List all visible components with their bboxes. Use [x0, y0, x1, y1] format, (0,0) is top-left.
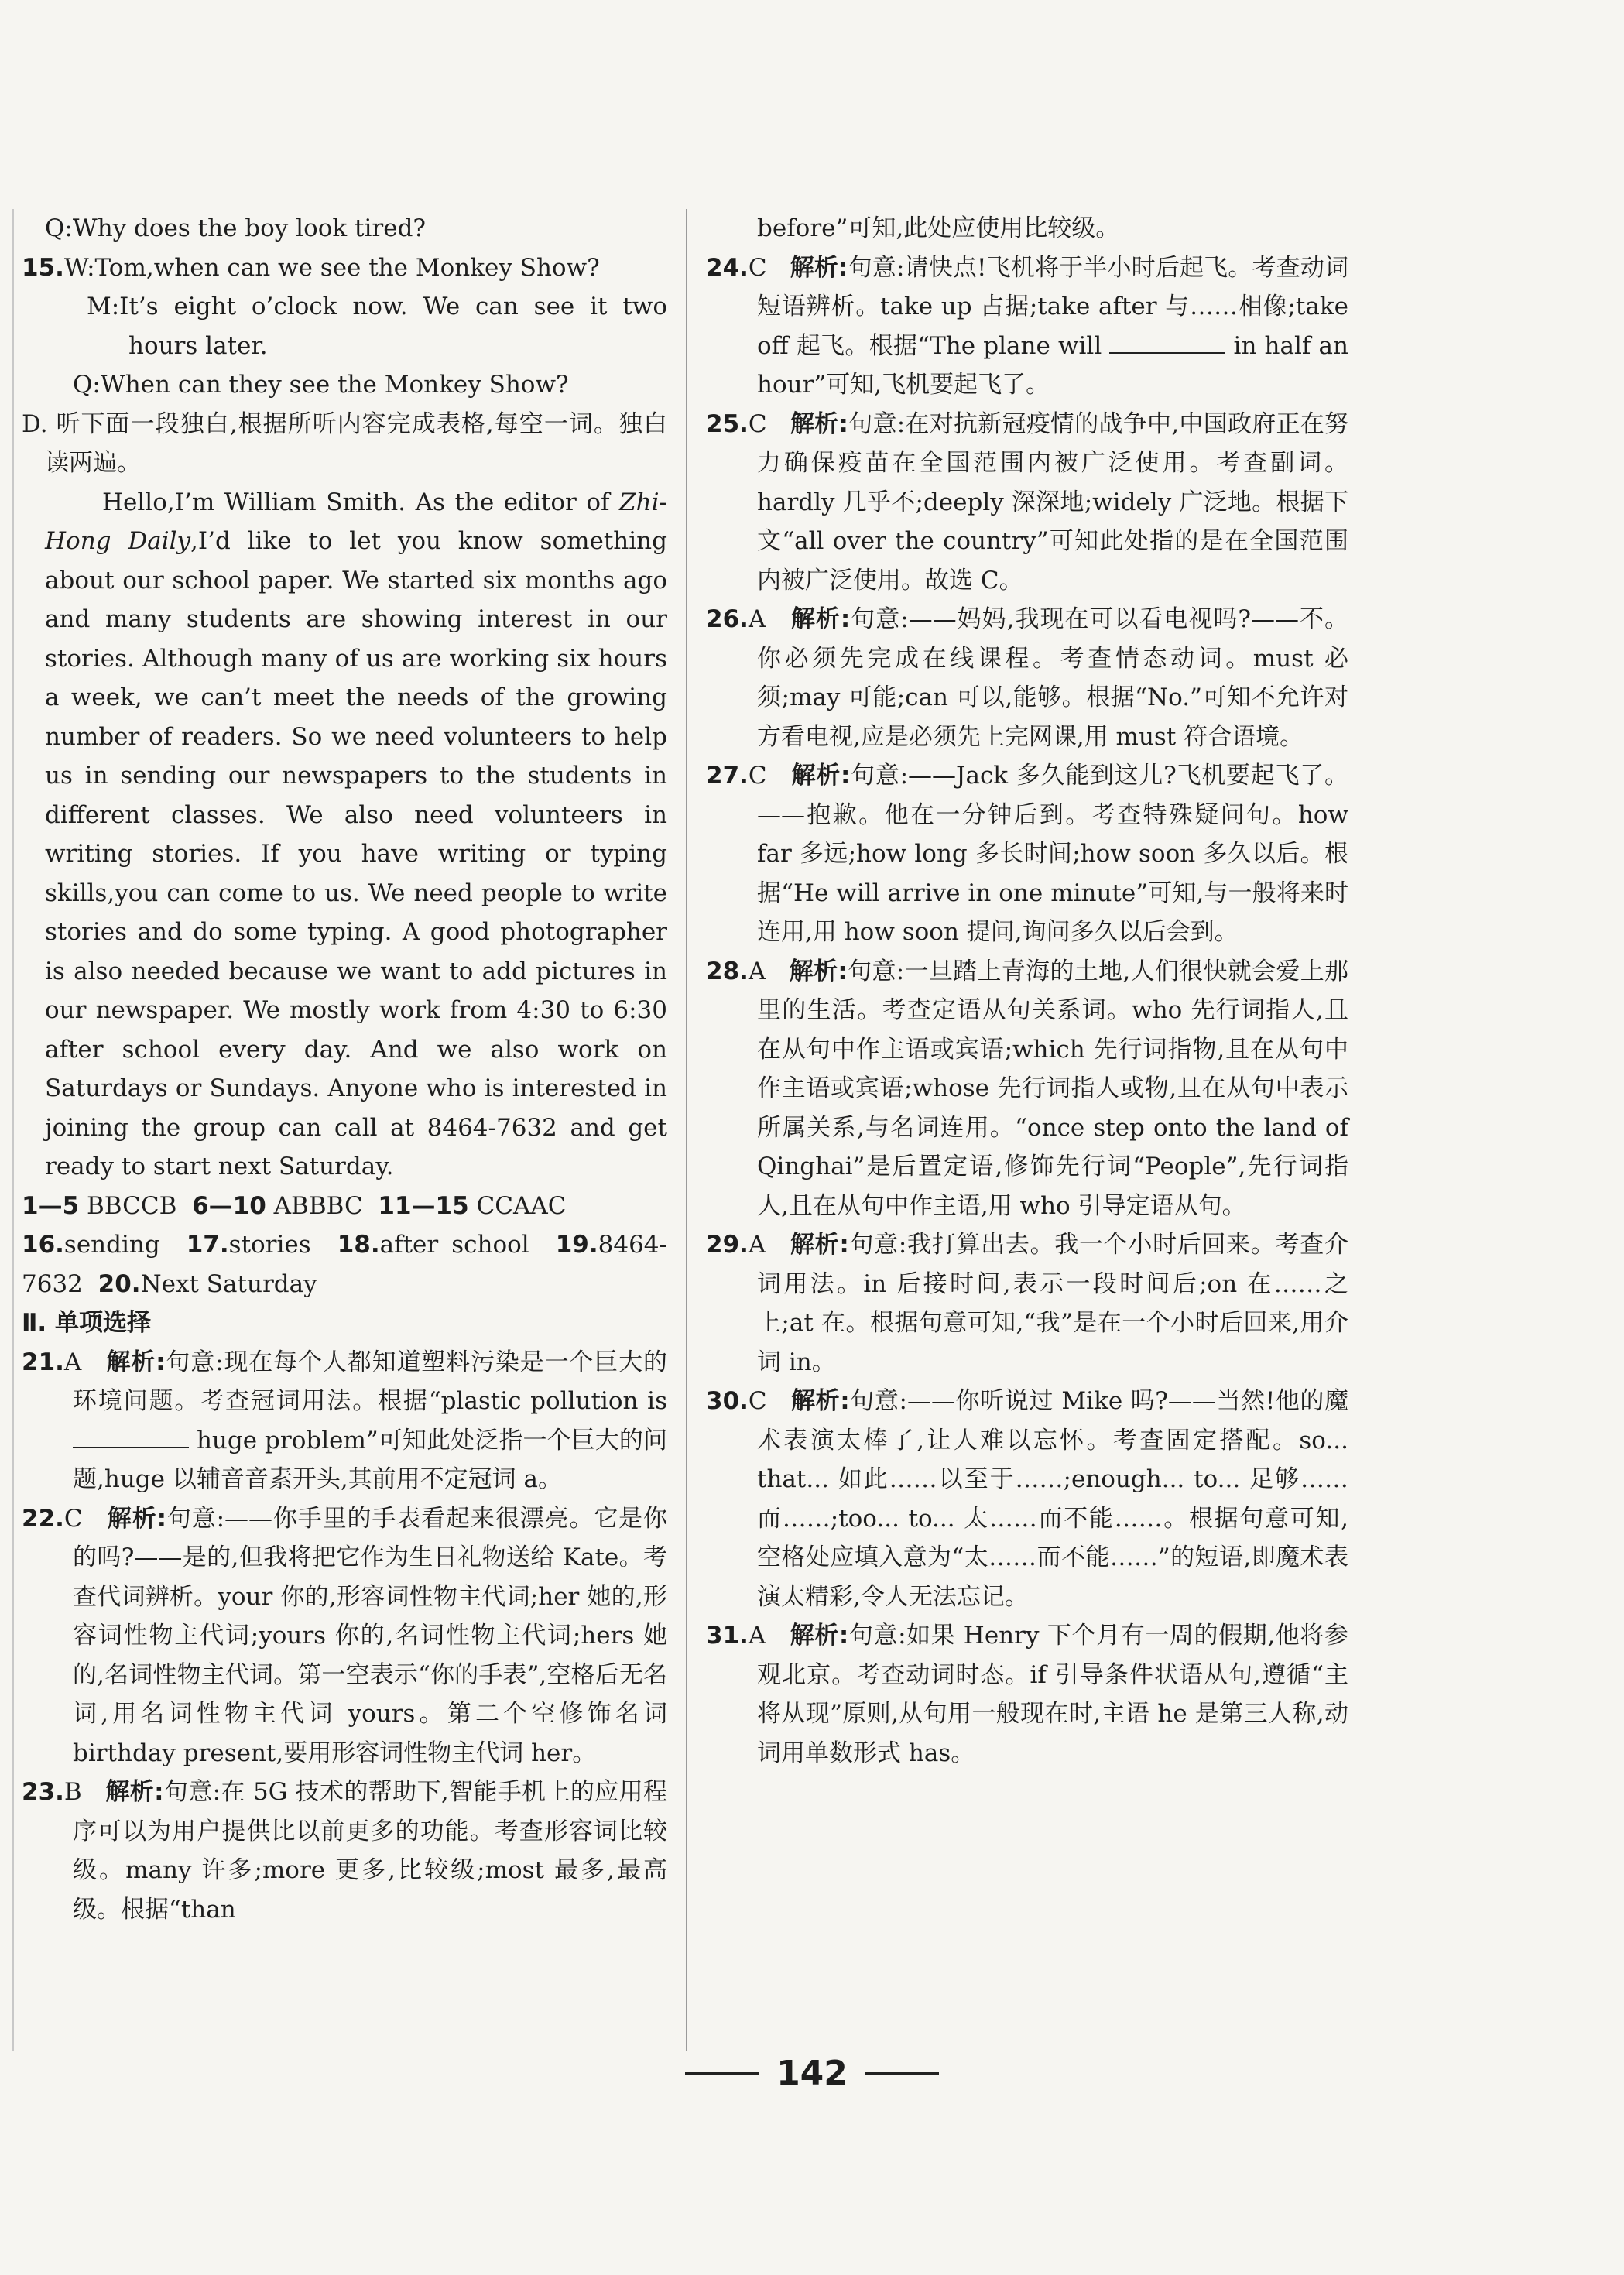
q28-text: 句意:一旦踏上青海的土地,人们很快就会爱上那里的生活。考查定语从句关系词。who 先行词指人,且在从句中作主语或宾语;which 先行词指物,且在从句中作主语或宾语;whose 先行词指人或物,且在从句中表示所属关系,与名词连用。“once step onto the land of Qinghai”是后置定语,修饰先行词“People”,先行词指人,且在从句中作主语,用 who 引导定语从句。: [757, 957, 1349, 1220]
q27: [706, 756, 1348, 952]
footer-dash-right: [865, 2072, 939, 2075]
analysis-label: 解析:: [106, 1348, 166, 1376]
q26-answer: A: [748, 605, 766, 633]
ans-6-10: ABBBC: [273, 1191, 363, 1220]
analysis-label: 解析:: [790, 409, 848, 438]
ans-1-5: BBCCB: [87, 1191, 177, 1220]
q23-answer: B: [63, 1778, 82, 1806]
q25-answer: C: [748, 409, 767, 438]
ans-11-15: CCAAC: [476, 1191, 567, 1220]
ans-1-5-label: 1—5: [22, 1191, 80, 1220]
q31-number: 31.: [706, 1622, 749, 1650]
q25-text: 句意:在对抗新冠疫情的战争中,中国政府正在努力确保疫苗在全国范围内被广泛使用。考查副词。hardly 几乎不;deeply 深深地;widely 广泛地。根据下文“all over the country”可知此处指的是在全国范围内被广泛使用。故选 C。: [757, 409, 1349, 594]
q14-question: Q:Why does the boy look tired?: [45, 214, 427, 242]
q30: [706, 1382, 1348, 1616]
a17-label: 17.: [186, 1231, 229, 1259]
page-footer: [0, 2050, 1624, 2096]
a18-label: 18.: [337, 1231, 380, 1259]
analysis-label: 解析:: [790, 253, 848, 282]
q26-text: 句意:——妈妈,我现在可以看电视吗?——不。你必须先完成在线课程。考查情态动词。must 必须;may 可能;can 可以,能够。根据“No.”可知不允许对方看电视,应是必须先上完网课,用 must 符合语境。: [757, 605, 1349, 751]
q22-answer: C: [63, 1504, 83, 1533]
q22-text: 句意:——你手里的手表看起来很漂亮。它是你的吗?——是的,但我将把它作为生日礼物送给 Kate。考查代词辨析。your 你的,形容词性物主代词;her 她的,形容词性物主代词;yours 你的,名词性物主代词;hers 她的,名词性物主代词。第一空表示“你的手表”,空格后无名词,用名词性物主代词 yours。第二个空修饰名词 birthday present,要用形容词性物主代词 her。: [73, 1504, 667, 1767]
q25: [706, 405, 1348, 601]
q24-text-a: 句意:请快点!飞机将于半小时后起飞。考查动词短语辨析。take up 占据;take after 与……相像;take off 起飞。根据“The plane will: [757, 253, 1348, 360]
q15-w-text: W:Tom,when can we see the Monkey Show?: [63, 253, 600, 282]
q28-number: 28.: [706, 957, 749, 985]
a17: stories: [228, 1231, 311, 1259]
ans-11-15-label: 11—15: [378, 1191, 469, 1220]
a16-label: 16.: [22, 1231, 64, 1259]
q26: [706, 600, 1348, 756]
ans-6-10-label: 6—10: [192, 1191, 266, 1220]
q21-answer: A: [63, 1348, 82, 1376]
q24-number: 24.: [706, 253, 749, 282]
q27-text: 句意:——Jack 多久能到这儿?飞机要起飞了。——抱歉。他在一分钟后到。考查特殊疑问句。how far 多远;how long 多长时间;how soon 多久以后。根据“He will arrive in one minute”可知,与一般将来时连用,用 how soon 提问,询问多久以后会到。: [757, 762, 1348, 946]
q28: [706, 952, 1348, 1226]
q27-number: 27.: [706, 762, 749, 790]
q21-text-a: 句意:现在每个人都知道塑料污染是一个巨大的环境问题。考查冠词用法。根据“plastic pollution is: [73, 1348, 668, 1415]
q15-question: Q:When can they see the Monkey Show?: [73, 371, 569, 399]
q22: [22, 1499, 667, 1773]
q15-m: M:It’s eight o’clock now. We can see it two hours later.: [87, 293, 667, 360]
a19-label: 19.: [555, 1231, 598, 1259]
monologue-part-2: ,I’d like to let you know something about our school paper. We started six months ago and many students are showing interest in our stories. Although many of us are working six hours a week, we can’t meet the needs of the growing number of readers. So we need volunteers to help us in sending our newspapers to the students in different classes. We also need volunteers in writing stories. If you have writing or typing skills,you can come to us. We need people to write stories and do some typing. A good photographer is also needed because we want to add pictures in our newspaper. We mostly work from 4:30 to 6:30 after school every day. And we also work on Saturdays or Sundays. Anyone who is interested in joining the group can call at 8464-7632 and get ready to start next Saturday.: [45, 527, 667, 1180]
q21-text-b: huge problem”可知此处泛指一个巨大的问题,huge 以辅音音素开头,其前用不定冠词 a。: [73, 1426, 667, 1493]
analysis-label: 解析:: [107, 1504, 166, 1533]
q15-w: [22, 248, 667, 288]
monologue-part-1: Hello,I’m William Smith. As the editor of: [102, 488, 620, 516]
q21-blank: [73, 1427, 189, 1448]
q28-answer: A: [748, 957, 766, 985]
q24-text-b: in half an hour”可知,飞机要起飞了。: [757, 331, 1348, 399]
q24-answer: C: [748, 253, 767, 282]
section-2-heading: Ⅱ. 单项选择: [22, 1309, 151, 1337]
analysis-label: 解析:: [790, 1622, 849, 1650]
analysis-label: 解析:: [789, 957, 848, 985]
a20: Next Saturday: [140, 1269, 317, 1298]
q29-answer: A: [748, 1231, 766, 1259]
q21-number: 21.: [22, 1348, 64, 1376]
a18: after school: [379, 1231, 529, 1259]
q23: [22, 1773, 667, 1929]
q23-number: 23.: [22, 1778, 64, 1806]
a20-label: 20.: [98, 1269, 141, 1298]
page-number: 142: [776, 2053, 848, 2093]
q23-continued: before”可知,此处应使用比较级。: [757, 214, 1120, 242]
a19: 8464-7632: [22, 1231, 667, 1298]
left-margin-rule: [12, 209, 14, 2051]
q25-number: 25.: [706, 409, 749, 438]
q29: [706, 1225, 1348, 1382]
analysis-label: 解析:: [791, 762, 851, 790]
q26-number: 26.: [706, 605, 749, 633]
answers-1-15: [22, 1187, 667, 1226]
analysis-label: 解析:: [790, 1231, 849, 1259]
analysis-label: 解析:: [790, 605, 851, 633]
monologue: [22, 483, 667, 1187]
answers-16-20: [22, 1225, 667, 1304]
q30-answer: C: [748, 1387, 767, 1415]
right-column: [706, 209, 1348, 1773]
q24-blank: [1109, 332, 1225, 354]
q24: [706, 248, 1348, 405]
left-column: [22, 209, 667, 1929]
q29-number: 29.: [706, 1231, 749, 1259]
section-d-heading: D. 听下面一段独白,根据所听内容完成表格,每空一词。独白读两遍。: [22, 409, 667, 477]
a16: sending: [63, 1231, 160, 1259]
q29-text: 句意:我打算出去。我一个小时后回来。考查介词用法。in 后接时间,表示一段时间后;on 在……之上;at 在。根据句意可知,“我”是在一个小时后回来,用介词 in。: [757, 1231, 1348, 1376]
q27-answer: C: [748, 762, 767, 790]
q22-number: 22.: [22, 1504, 64, 1533]
q31: [706, 1616, 1348, 1773]
q31-answer: A: [748, 1622, 766, 1650]
q21: [22, 1343, 667, 1499]
column-divider: [686, 209, 687, 2051]
q30-number: 30.: [706, 1387, 749, 1415]
analysis-label: 解析:: [791, 1387, 850, 1415]
paper-name: Zhi-Hong Daily: [45, 488, 667, 555]
analysis-label: 解析:: [105, 1778, 164, 1806]
q23-text: 句意:在 5G 技术的帮助下,智能手机上的应用程序可以为用户提供比以前更多的功能。考查形容词比较级。many 许多;more 更多,比较级;most 最多,最高级。根据“than: [73, 1778, 667, 1924]
q31-text: 句意:如果 Henry 下个月有一周的假期,他将参观北京。考查动词时态。if 引导条件状语从句,遵循“主将从现”原则,从句用一般现在时,主语 he 是第三人称,动词用单数形式 has。: [757, 1622, 1349, 1767]
q15-number: 15.: [22, 253, 64, 282]
footer-dash-left: [685, 2072, 759, 2075]
q30-text: 句意:——你听说过 Mike 吗?——当然!他的魔术表演太棒了,让人难以忘怀。考查固定搭配。so... that... 如此……以至于……;enough... to... 足够……而……;too... to... 太……而不能……。根据句意可知,空格处应填入意为“太……而不能……”的短语,即魔术表演太精彩,令人无法忘记。: [757, 1387, 1349, 1611]
